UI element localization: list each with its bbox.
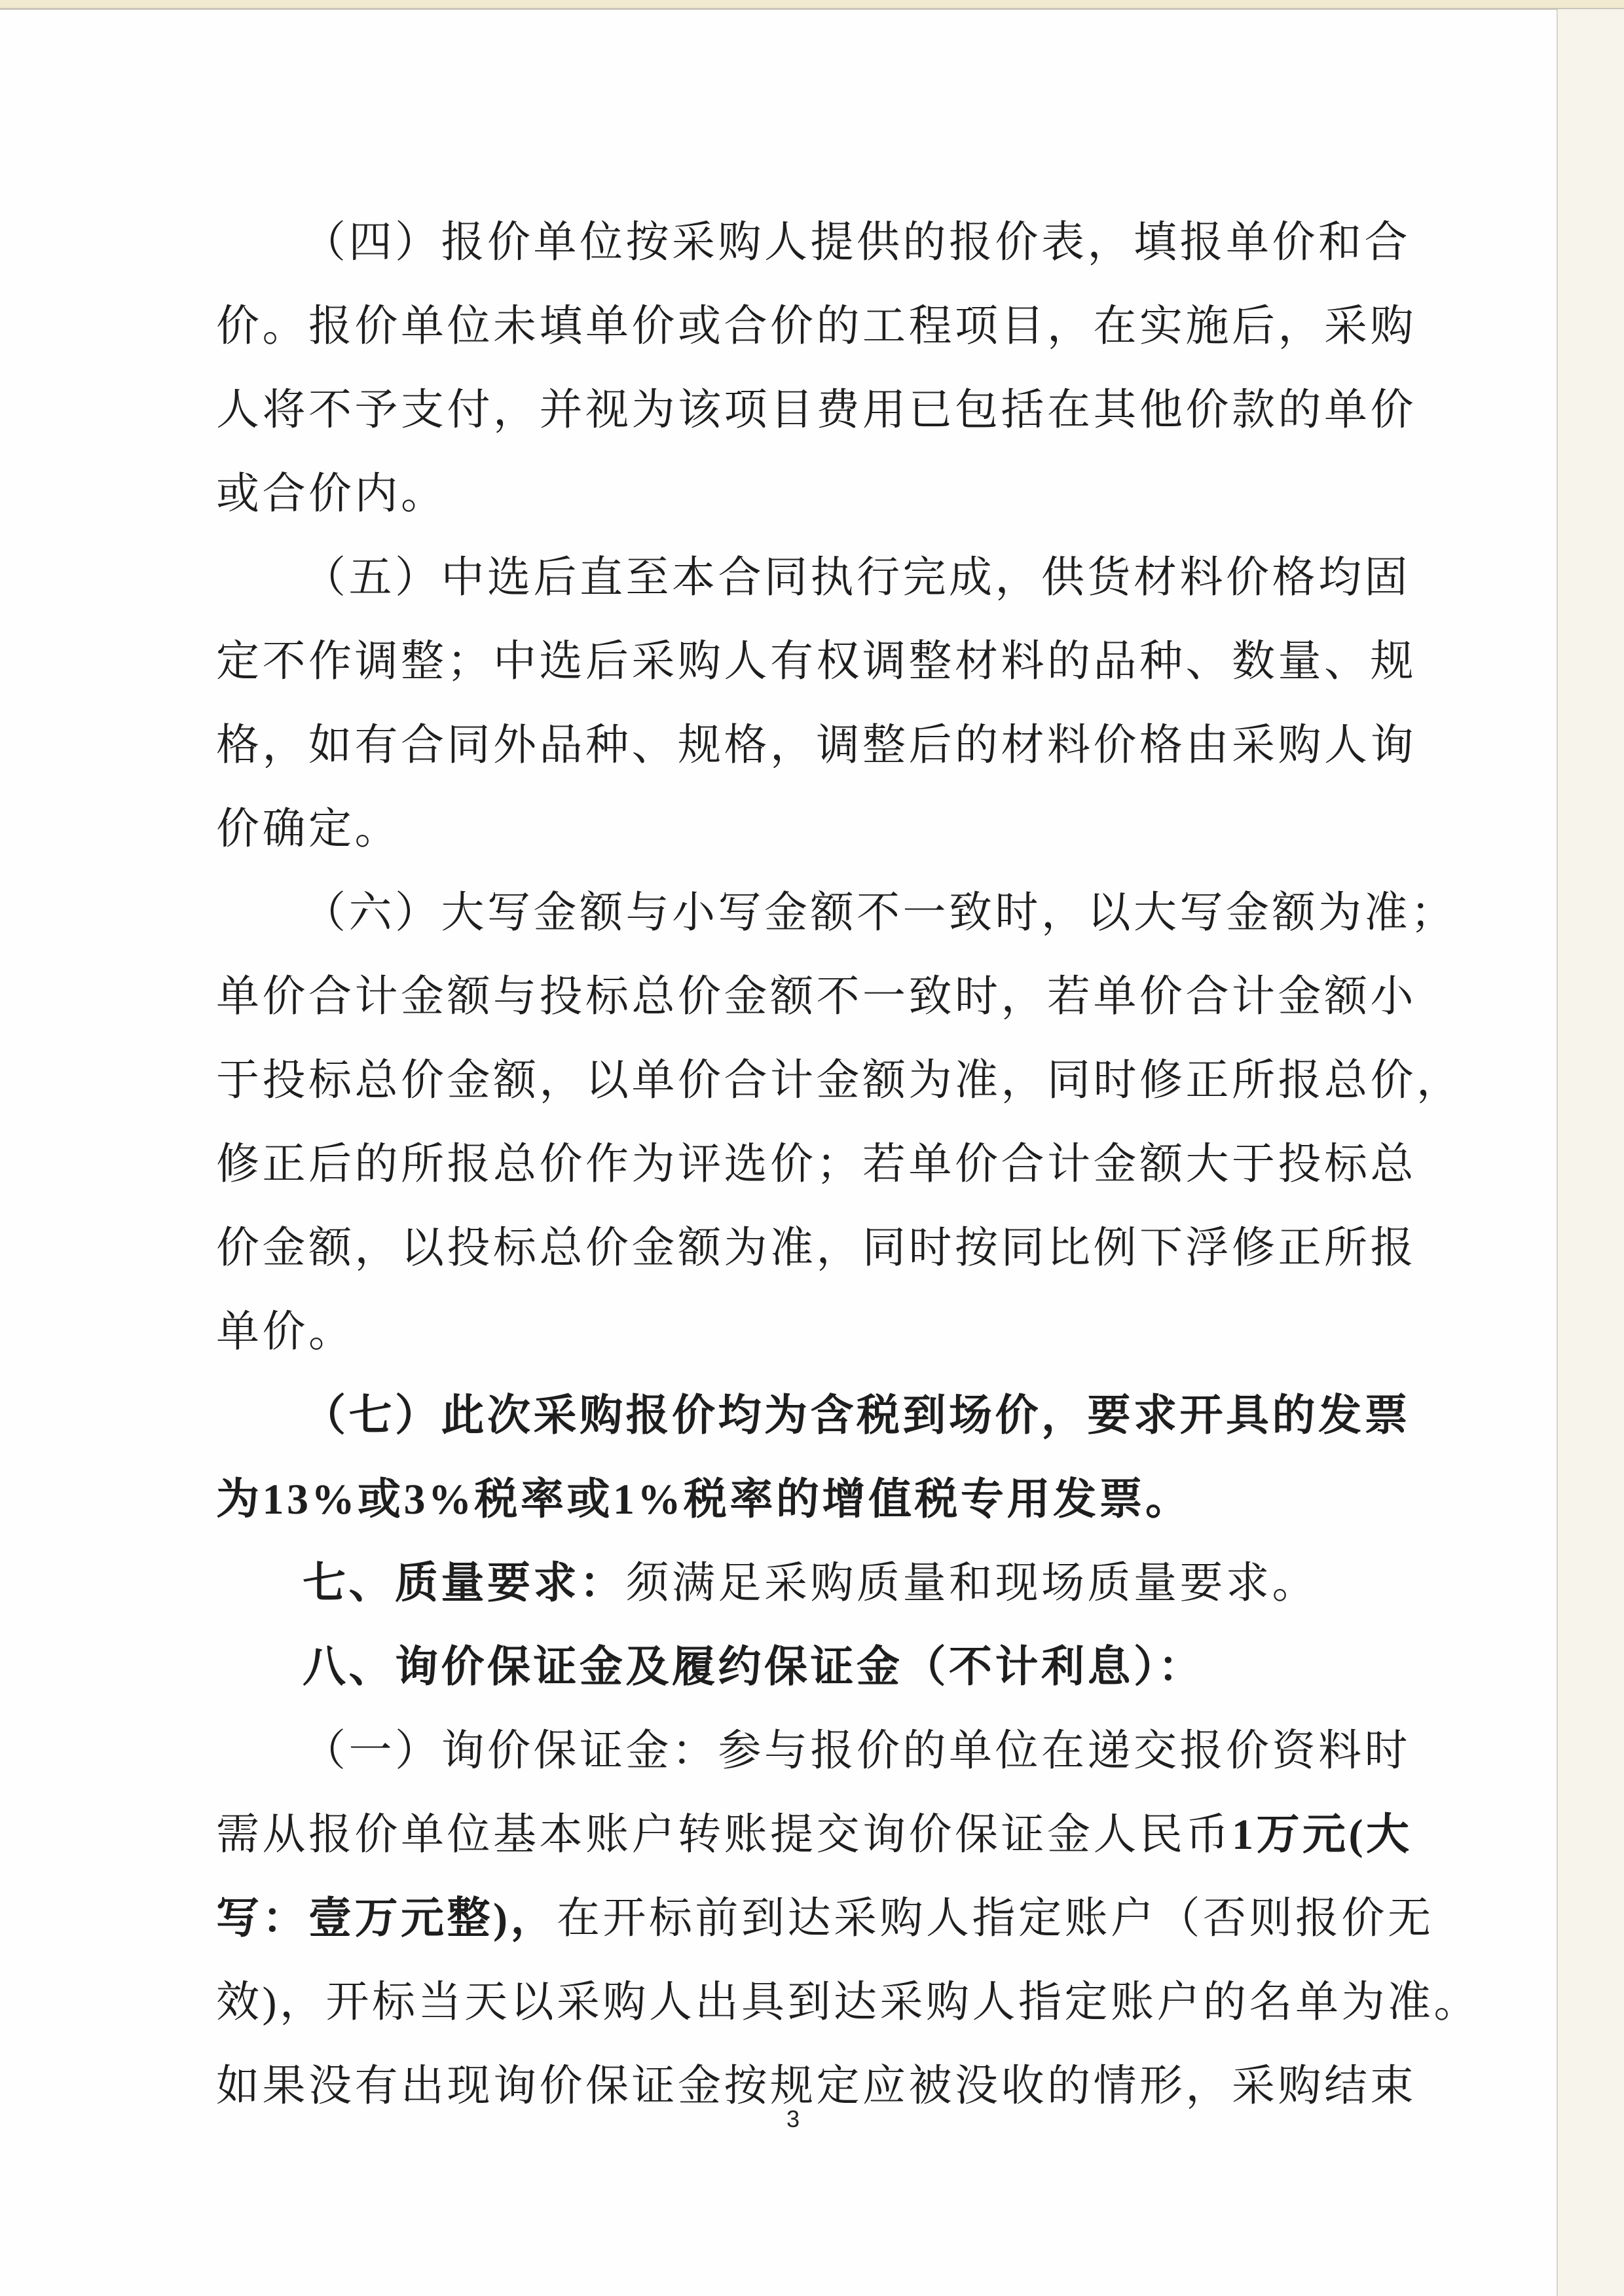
text-segment: 价金额，以投标总价金额为准，同时按同比例下浮修正所报 xyxy=(216,1224,1416,1272)
text-line xyxy=(216,1039,1463,1123)
document-text-block xyxy=(216,201,1480,2128)
text-segment: 单价合计金额与投标总价金额不一致时，若单价合计金额小 xyxy=(216,973,1416,1021)
paragraph-clause-5 xyxy=(216,536,1418,871)
scan-top-edge-line xyxy=(0,8,1624,10)
paragraph-section-7-quality xyxy=(216,1542,1418,1626)
text-segment: （七）此次采购报价均为含税到场价，要求开具的发票 xyxy=(303,1392,1411,1440)
text-segment: 八、询价保证金及履约保证金（不计利息）： xyxy=(303,1643,1204,1691)
text-segment: 需从报价单位基本账户转账提交询价保证金人民币 xyxy=(216,1811,1232,1859)
text-line xyxy=(216,1542,1418,1626)
text-segment: 价。报价单位未填单价或合价的工程项目，在实施后，采购 xyxy=(216,302,1416,350)
text-segment: 效)，开标当天以采购人出具到达采购人指定账户的名单为准。 xyxy=(216,1978,1480,2026)
text-segment: 或合价内。 xyxy=(216,470,447,518)
text-line xyxy=(216,1374,1418,1458)
text-line xyxy=(216,285,1418,369)
text-line xyxy=(216,1961,1480,2045)
text-line xyxy=(216,788,1418,871)
paragraph-clause-4 xyxy=(216,201,1418,536)
text-line xyxy=(216,704,1418,788)
text-segment: 为13%或3%税率或1%税率的增值税专用发票。 xyxy=(216,1476,1192,1523)
text-line xyxy=(216,1123,1418,1207)
text-line xyxy=(216,1458,1418,1542)
text-line xyxy=(216,1290,1418,1374)
text-segment: （五）中选后直至本合同执行完成，供货材料价格均固 xyxy=(303,554,1411,602)
text-line xyxy=(216,955,1418,1039)
scan-top-edge-band xyxy=(0,0,1624,8)
text-line xyxy=(216,369,1418,452)
text-segment: 1万元(大 xyxy=(1232,1811,1412,1859)
text-segment: 在开标前到达采购人指定账户（否则报价无 xyxy=(556,1895,1434,1942)
text-line xyxy=(216,1626,1418,1709)
text-segment: 如果没有出现询价保证金按规定应被没收的情形，采购结束 xyxy=(216,2062,1416,2110)
text-segment: 须满足采购质量和现场质量要求。 xyxy=(625,1559,1318,1607)
text-line xyxy=(216,620,1418,704)
text-segment: 写：壹万元整)， xyxy=(216,1895,557,1942)
text-segment: 格，如有合同外品种、规格，调整后的材料价格由采购人询 xyxy=(216,721,1416,769)
text-segment: 定不作调整；中选后采购人有权调整材料的品种、数量、规 xyxy=(216,638,1416,685)
text-segment: （四）报价单位按采购人提供的报价表，填报单价和合 xyxy=(303,219,1411,266)
text-line xyxy=(216,1709,1418,1793)
text-line xyxy=(216,1877,1434,1961)
page-number: 3 xyxy=(786,2105,800,2132)
text-segment: 修正后的所报总价作为评选价；若单价合计金额大于投标总 xyxy=(216,1140,1416,1188)
text-line xyxy=(216,1793,1418,1877)
text-line xyxy=(216,1207,1418,1290)
scan-right-margin xyxy=(1558,9,1624,2296)
text-segment: 人将不予支付，并视为该项目费用已包括在其他价款的单价 xyxy=(216,386,1416,434)
text-line xyxy=(216,201,1418,285)
text-segment: 价确定。 xyxy=(216,805,401,853)
paragraph-section-8-deposit-heading xyxy=(216,1626,1418,1709)
text-segment: 七、质量要求： xyxy=(303,1559,626,1607)
text-line xyxy=(216,536,1418,620)
paper-right-edge xyxy=(1557,9,1558,2296)
paragraph-clause-6 xyxy=(216,871,1463,1374)
text-line xyxy=(216,452,1418,536)
text-segment: （一）询价保证金：参与报价的单位在递交报价资料时 xyxy=(303,1727,1411,1775)
paragraph-deposit-clause-1 xyxy=(216,1709,1480,2128)
text-segment: （六）大写金额与小写金额不一致时，以大写金额为准； xyxy=(303,889,1457,937)
paragraph-clause-7-tax xyxy=(216,1374,1418,1542)
text-line xyxy=(216,871,1457,955)
text-line xyxy=(216,2045,1418,2128)
text-segment: 单价。 xyxy=(216,1308,355,1356)
text-segment: 于投标总价金额，以单价合计金额为准，同时修正所报总价， xyxy=(216,1057,1463,1104)
